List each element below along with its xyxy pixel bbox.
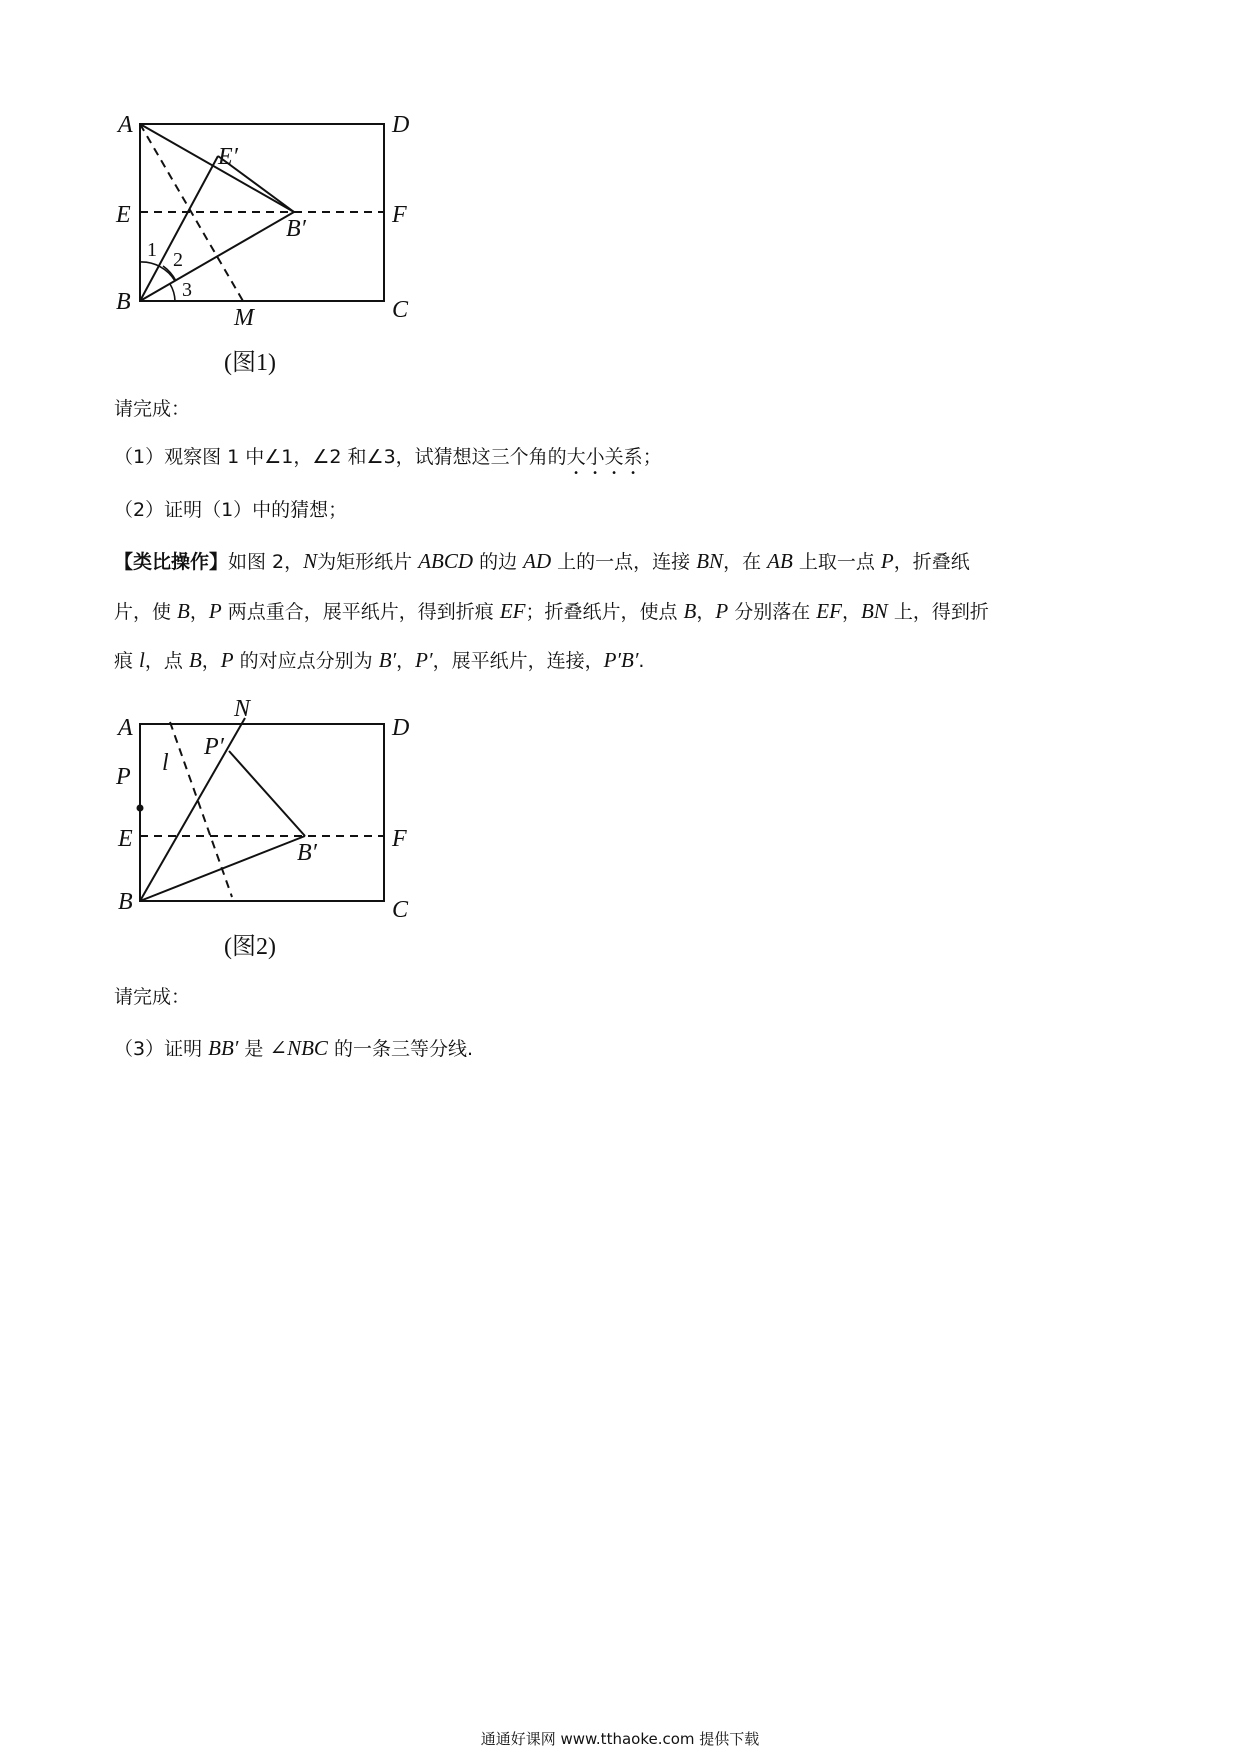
footer-source: 通通好课网 www.tthaoke.com 提供下载 <box>480 1730 760 1748</box>
text: ，展平纸片，连接， <box>432 650 604 672</box>
math: AB <box>767 549 793 573</box>
math: EF <box>499 599 526 623</box>
prompt-complete-2: 请完成： <box>114 986 191 1008</box>
question-1-text: （1）观察图 1 中∠1，∠2 和∠3，试猜想这三个角的 <box>114 446 567 468</box>
math: BN <box>860 599 888 623</box>
text: 为矩形纸片 <box>317 551 419 573</box>
label-b: B <box>116 289 131 315</box>
label-e: E <box>118 826 133 852</box>
label-a: A <box>118 715 133 741</box>
text: ，在 <box>723 551 768 573</box>
label-d: D <box>392 715 410 741</box>
math: P <box>715 599 729 623</box>
text: （3）证明 <box>114 1038 209 1060</box>
math: B′ <box>378 648 397 672</box>
label-b-prime: B′ <box>286 216 306 242</box>
text: ，点 <box>144 650 189 672</box>
math: ABCD <box>418 549 474 573</box>
text: ， <box>396 650 416 672</box>
math: B <box>683 599 697 623</box>
label-e-prime: E′ <box>218 144 238 170</box>
text: ， <box>189 601 209 623</box>
label-b-prime: B′ <box>297 840 317 866</box>
math: P <box>220 648 234 672</box>
analogy-heading: 【类比操作】 <box>114 551 229 573</box>
segment-bn <box>140 718 245 901</box>
label-e: E <box>116 202 131 228</box>
label-f: F <box>392 202 407 228</box>
math: N <box>303 549 318 573</box>
math: BN <box>696 549 724 573</box>
text: 片，使 <box>114 601 178 623</box>
text: 两点重合，展平纸片，得到折痕 <box>221 601 500 623</box>
math: P′B′ <box>603 648 639 672</box>
text: 如图 2， <box>228 551 304 573</box>
math: P <box>208 599 222 623</box>
text: 的一条三等分线. <box>327 1038 474 1060</box>
text: 的对应点分别为 <box>233 650 379 672</box>
label-p-prime: P′ <box>204 734 224 760</box>
label-m: M <box>234 305 254 331</box>
rectangle-abcd <box>140 724 384 901</box>
math: EF <box>816 599 842 623</box>
segment-p-prime-b-prime <box>229 751 305 836</box>
question-2: （2）证明（1）中的猜想； <box>114 499 348 521</box>
label-f: F <box>392 826 407 852</box>
angle-3-label: 3 <box>182 279 192 301</box>
label-l: l <box>162 750 169 776</box>
text: ， <box>696 601 716 623</box>
angle-1-label: 1 <box>147 239 157 261</box>
math: P′ <box>415 648 433 672</box>
math: P <box>880 549 894 573</box>
question-1-end: ； <box>642 446 662 468</box>
label-a: A <box>118 112 133 138</box>
label-b: B <box>118 889 133 915</box>
figure-2-caption: (图2) <box>224 934 276 960</box>
label-c: C <box>392 297 409 323</box>
label-p: P <box>116 764 131 790</box>
label-d: D <box>392 112 410 138</box>
label-n: N <box>234 696 251 722</box>
prompt-complete-1: 请完成： <box>114 398 191 420</box>
point-p <box>137 805 144 812</box>
angle-2-label: 2 <box>173 249 183 271</box>
text: 分别落在 <box>728 601 817 623</box>
text: ；折叠纸片，使点 <box>525 601 684 623</box>
question-1-emphasis: 大小关系 <box>566 446 643 468</box>
text: ， <box>201 650 221 672</box>
math: B <box>188 648 202 672</box>
math: BB′ <box>208 1036 239 1060</box>
math: ∠NBC <box>269 1036 328 1060</box>
segment-bb-prime <box>140 836 305 901</box>
text: ， <box>841 601 861 623</box>
text: 的边 <box>473 551 524 573</box>
text: 是 <box>238 1038 270 1060</box>
text: ，折叠纸 <box>893 551 970 573</box>
math: B <box>177 599 190 623</box>
math: l <box>139 648 145 672</box>
text: 痕 <box>114 650 140 672</box>
text: . <box>638 650 645 672</box>
label-c: C <box>392 897 409 923</box>
figure-1-caption: (图1) <box>224 350 276 376</box>
math: AD <box>523 549 552 573</box>
question-3 <box>114 1024 473 1073</box>
text: 上的一点，连接 <box>551 551 697 573</box>
text: 上取一点 <box>792 551 881 573</box>
text: 上，得到折 <box>887 601 989 623</box>
